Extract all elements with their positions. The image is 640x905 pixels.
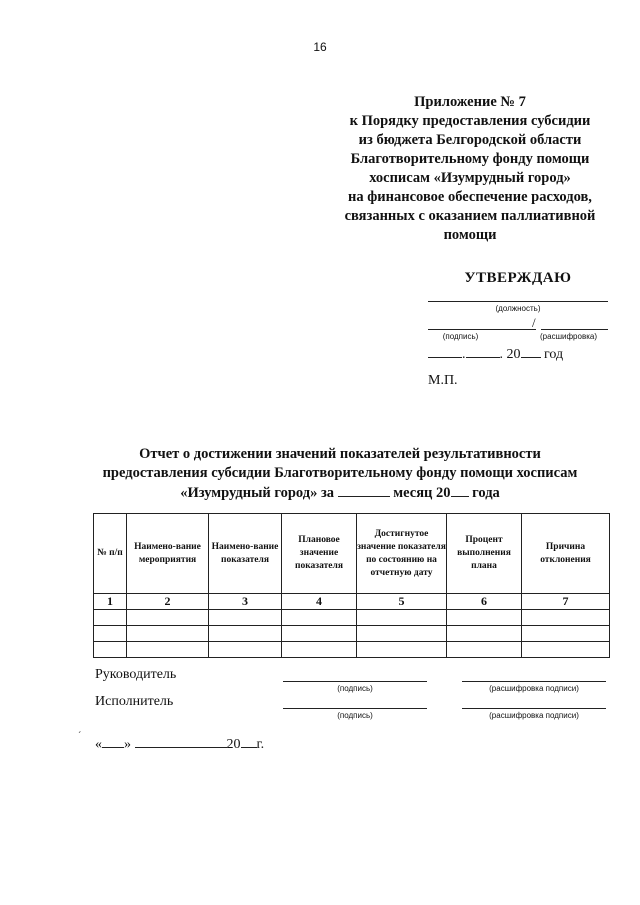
table-cell [282, 610, 357, 626]
year-blank [241, 734, 257, 748]
date-year-suffix: год [540, 347, 564, 362]
date-separator: . [462, 347, 466, 362]
head-label: Руководитель [95, 667, 177, 682]
footer-date [95, 734, 264, 753]
date-year-prefix: . 20 [499, 347, 521, 362]
table-cell [357, 642, 447, 658]
header-reason: Причина отклонения [522, 514, 610, 594]
position-caption: (должность) [495, 304, 541, 313]
header-percent: Процент выполнения плана [447, 514, 522, 594]
appendix-line: Приложение № 7 [414, 94, 526, 110]
year-prefix: 20 [226, 737, 241, 752]
month-blank [466, 344, 500, 358]
open-quote: « [95, 737, 102, 752]
close-quote: » [124, 737, 131, 752]
table-cell [127, 610, 209, 626]
month-blank [338, 483, 390, 497]
title-line: предоставления субсидии Благотворительному фонду помощи хосписам [102, 465, 578, 481]
column-number-row [94, 594, 610, 610]
table-cell [447, 610, 522, 626]
appendix-line: Благотворительному фонду помощи [350, 151, 590, 167]
table-header-row [94, 514, 610, 594]
executor-decoding-caption: (расшифровка подписи) [489, 711, 579, 720]
title-line: Отчет о достижении значений показателей результативности [139, 446, 541, 462]
table-cell [94, 626, 127, 642]
appendix-line: к Порядку предоставления субсидии [349, 113, 591, 129]
table-cell [282, 626, 357, 642]
table-cell [522, 610, 610, 626]
table-cell [447, 642, 522, 658]
header-indicator: Наимено-вание показателя [209, 514, 282, 594]
column-number: 5 [357, 594, 447, 610]
table-cell [357, 626, 447, 642]
executor-signature-line [283, 708, 427, 709]
column-number: 1 [94, 594, 127, 610]
header-number: № п/п [94, 514, 127, 594]
column-number: 6 [447, 594, 522, 610]
decoding-caption: (расшифровка) [540, 332, 597, 341]
month-blank [135, 734, 227, 748]
title-part: месяц 20 [389, 485, 451, 501]
appendix-line: хосписам «Изумрудный город» [369, 170, 571, 186]
day-blank [428, 344, 462, 358]
table-cell [209, 610, 282, 626]
column-number: 2 [127, 594, 209, 610]
stamp-place: М.П. [428, 373, 458, 388]
table-cell [127, 626, 209, 642]
column-number: 4 [282, 594, 357, 610]
header-event: Наимено-вание мероприятия [127, 514, 209, 594]
table-cell [209, 626, 282, 642]
report-title [60, 445, 620, 503]
executor-signature-caption: (подпись) [337, 711, 373, 720]
head-signature-caption: (подпись) [337, 684, 373, 693]
title-part: «Изумрудный город» за [180, 485, 338, 501]
title-part: года [468, 485, 500, 501]
signature-caption: (подпись) [442, 332, 479, 341]
report-table [93, 513, 610, 658]
column-number: 7 [522, 594, 610, 610]
head-decoding-caption: (расшифровка подписи) [489, 684, 579, 693]
position-line [428, 301, 608, 302]
signature-line [428, 329, 536, 330]
column-number: 3 [209, 594, 282, 610]
slash-separator: / [532, 315, 536, 330]
appendix-line: на финансовое обеспечение расходов, [348, 189, 592, 205]
appendix-line: из бюджета Белгородской области [358, 132, 582, 148]
table-cell [522, 626, 610, 642]
table-cell [282, 642, 357, 658]
table-cell [447, 626, 522, 642]
appendix-header [320, 93, 620, 245]
appendix-line: связанных с оказанием паллиативной [344, 208, 596, 224]
table-cell [209, 642, 282, 658]
day-blank [102, 734, 124, 748]
table-cell [94, 610, 127, 626]
title-line [60, 483, 620, 503]
year-blank [521, 344, 541, 358]
table-row [94, 626, 610, 642]
header-planned: Плановое значение показателя [282, 514, 357, 594]
table-cell [94, 642, 127, 658]
year-blank [451, 483, 469, 497]
table-cell [127, 642, 209, 658]
table-row [94, 642, 610, 658]
table-cell [357, 610, 447, 626]
page-number: 16 [313, 40, 327, 54]
approval-heading: УТВЕРЖДАЮ [464, 270, 572, 286]
table-row [94, 610, 610, 626]
year-suffix: г. [256, 737, 265, 752]
executor-label: Исполнитель [95, 694, 174, 709]
head-decoding-line [462, 681, 606, 682]
decoding-line [541, 329, 608, 330]
approval-date [428, 344, 563, 363]
appendix-line: помощи [443, 227, 497, 243]
header-achieved: Достигнутое значение показателя по состоянию на отчетную дату [357, 514, 447, 594]
head-signature-line [283, 681, 427, 682]
executor-decoding-line [462, 708, 606, 709]
margin-mark: ´ [78, 731, 82, 742]
table-cell [522, 642, 610, 658]
